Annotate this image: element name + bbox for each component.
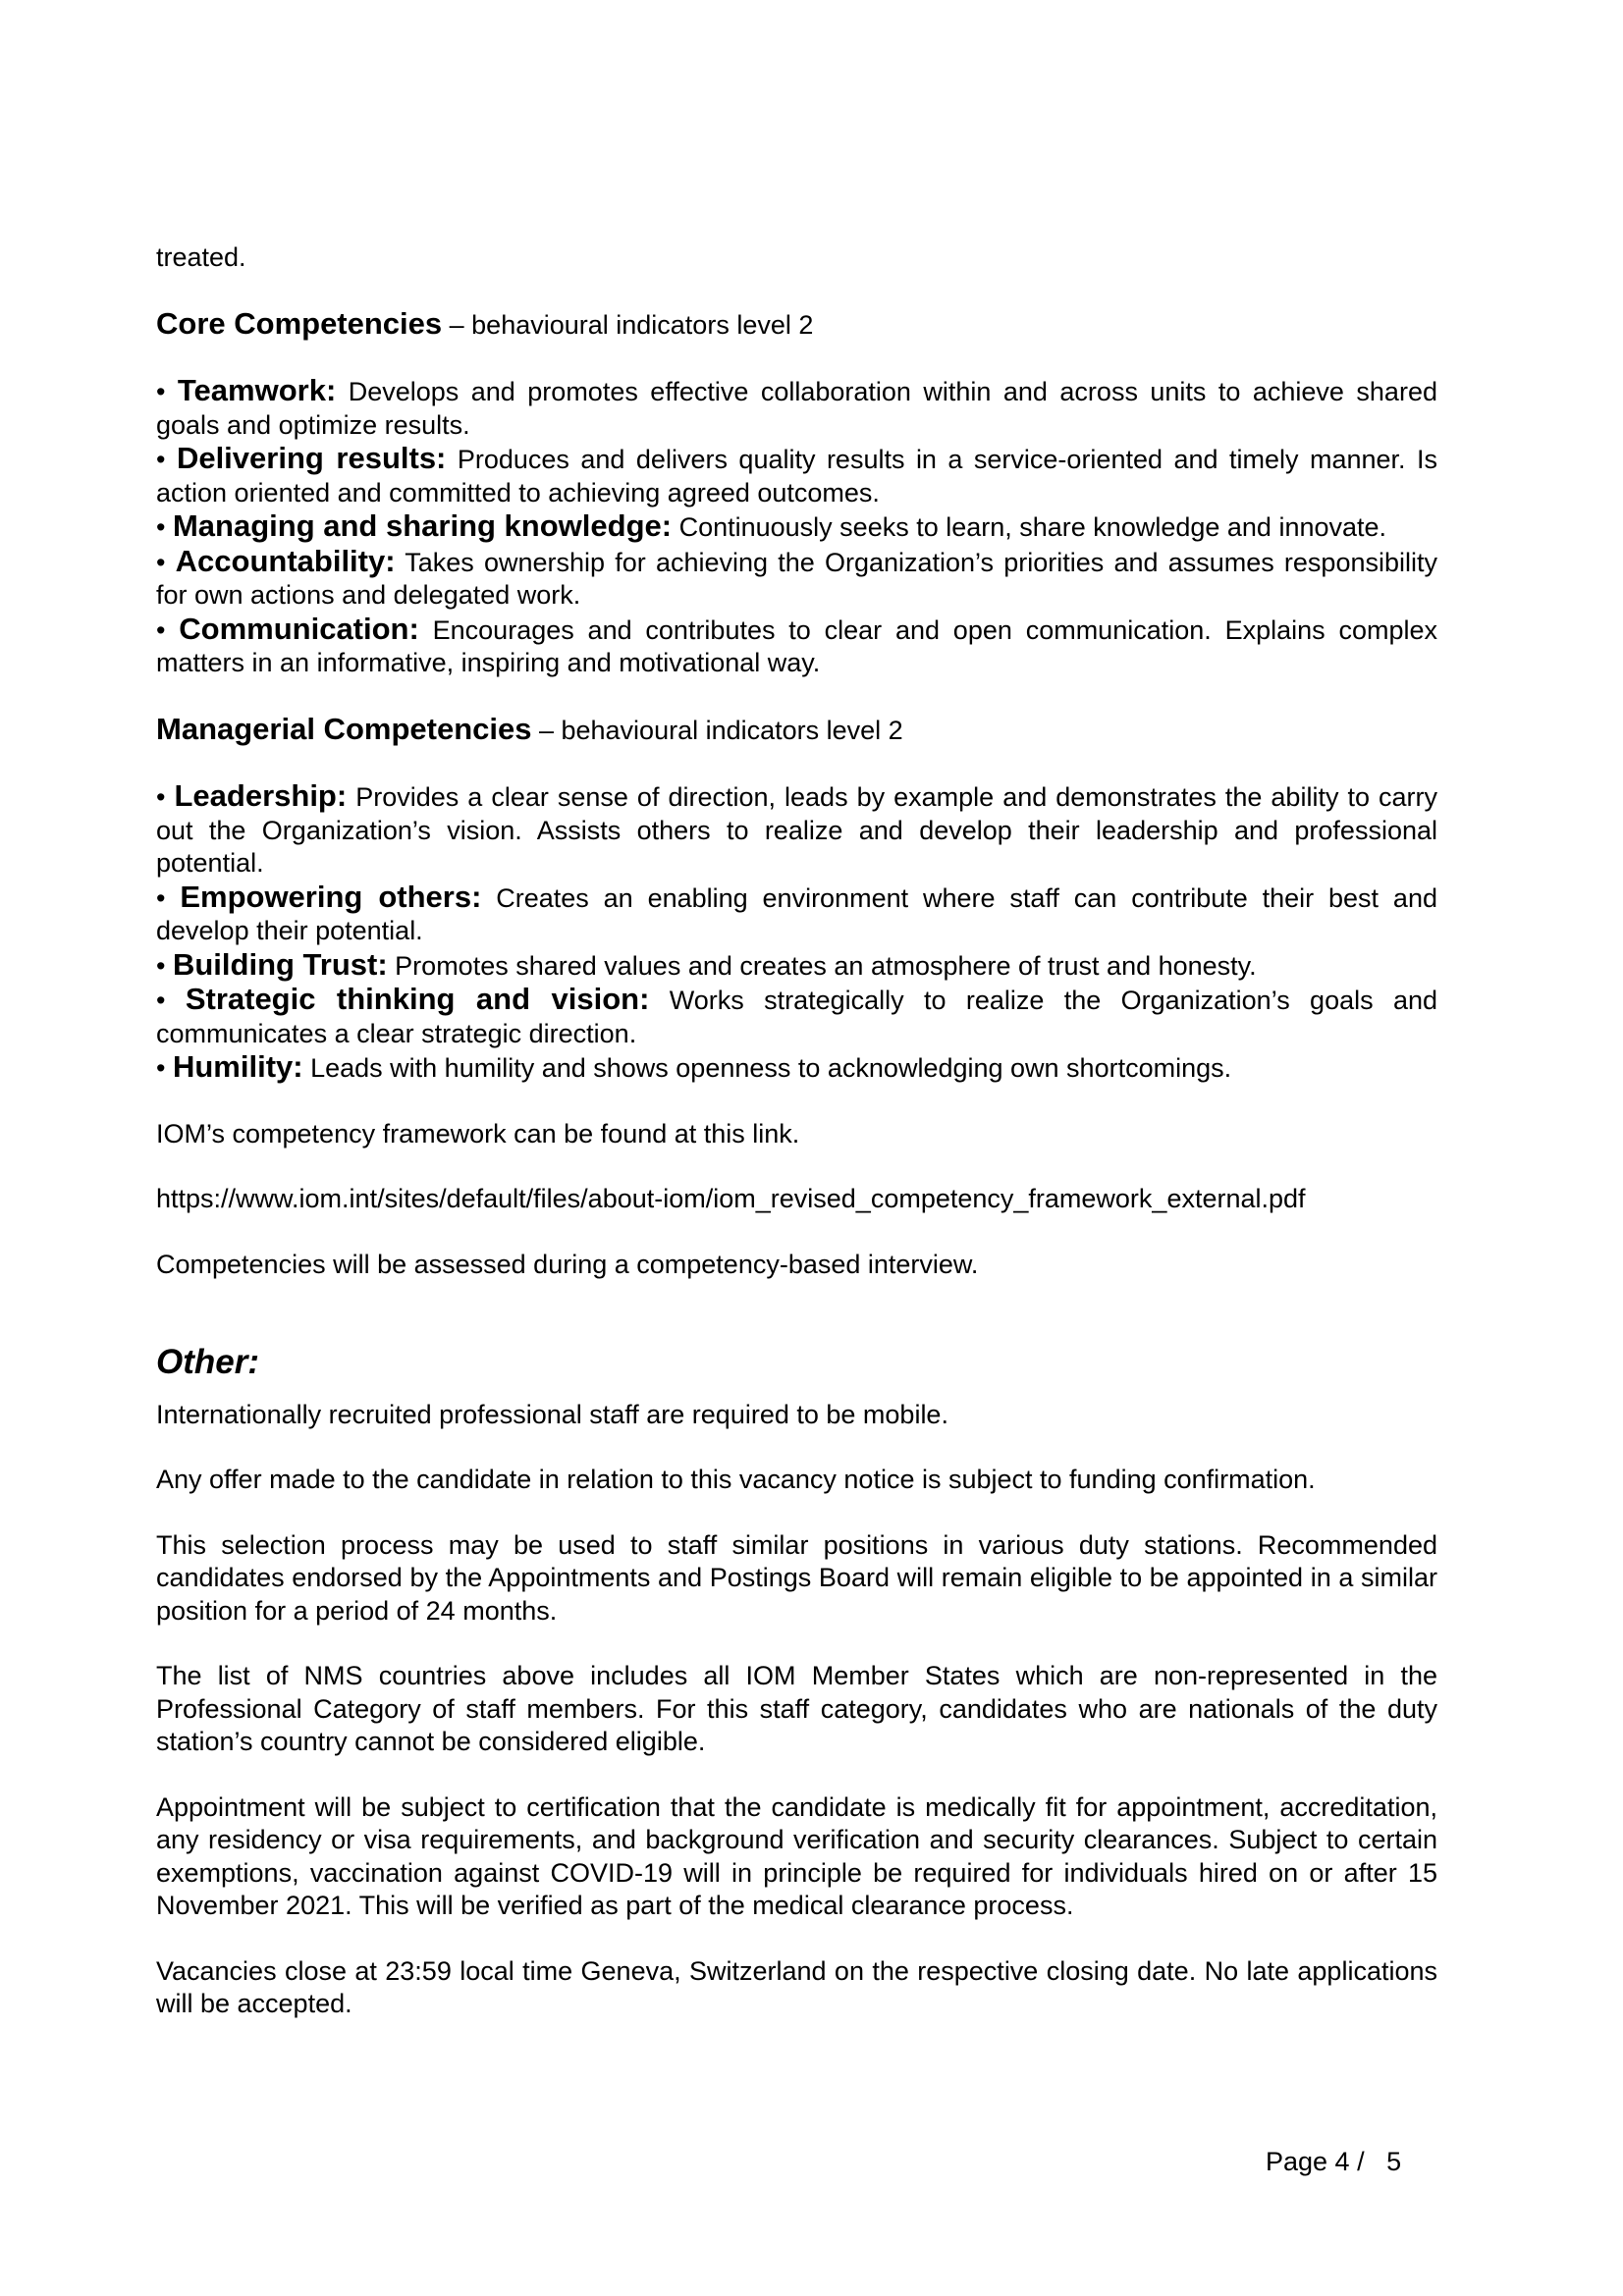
managerial-item-building-trust: • Building Trust: Promotes shared values and creates an atmosphere of trust and honesty. bbox=[156, 946, 1257, 982]
managerial-competencies-heading bbox=[156, 713, 1437, 748]
core-item-text: Continuously seeks to learn, share knowledge and innovate. bbox=[672, 512, 1387, 542]
core-item-text: Produces and delivers quality results in a service-oriented and timely manner. Is action oriented and committed to achieving agreed outcomes. bbox=[156, 445, 1437, 507]
core-item-label: Accountability: bbox=[175, 543, 396, 578]
managerial-competencies-subtitle: – behavioural indicators level 2 bbox=[531, 715, 903, 745]
other-paragraph-funding: Any offer made to the candidate in relation to this vacancy notice is subject to funding confirmation. bbox=[156, 1465, 1316, 1494]
managerial-item-label: Empowering others: bbox=[180, 879, 482, 914]
framework-text: IOM’s competency framework can be found at this link. bbox=[156, 1118, 800, 1148]
document-page bbox=[156, 241, 1437, 2021]
other-paragraph-mobility: Internationally recruited professional staff are required to be mobile. bbox=[156, 1399, 948, 1429]
managerial-item-label: Leadership: bbox=[174, 778, 348, 813]
core-item-delivering-results: • Delivering results: Produces and delivers quality results in a service-oriented and timely manner. Is action oriented and committed to achieving agreed outcomes. bbox=[156, 441, 1437, 507]
core-item-label: Managing and sharing knowledge: bbox=[172, 508, 673, 543]
managerial-competencies-title: Managerial Competencies bbox=[156, 711, 532, 746]
core-item-managing-knowledge: • Managing and sharing knowledge: Continuously seeks to learn, share knowledge and innovate. bbox=[156, 508, 1387, 543]
core-item-text: Takes ownership for achieving the Organization’s priorities and assumes responsibility for own actions and delegated work. bbox=[156, 547, 1437, 610]
core-competencies-heading bbox=[156, 307, 1437, 343]
managerial-item-label: Building Trust: bbox=[172, 946, 388, 982]
core-item-label: Delivering results: bbox=[176, 441, 447, 475]
assessment-text: Competencies will be assessed during a competency-based interview. bbox=[156, 1249, 979, 1279]
managerial-item-label: Strategic thinking and vision: bbox=[185, 982, 650, 1016]
managerial-item-humility: • Humility: Leads with humility and shows openness to acknowledging own shortcomings. bbox=[156, 1049, 1232, 1084]
other-paragraph-selection: This selection process may be used to staff similar positions in various duty stations. Recommended candidates endorsed by the Appointments and Postings Board will remain eligible to be appointed in a similar position for a period of 24 months. bbox=[156, 1529, 1437, 1626]
managerial-item-label: Humility: bbox=[172, 1049, 303, 1084]
managerial-item-strategic-thinking: • Strategic thinking and vision: Works strategically to realize the Organization’s goals and communicates a clear strategic direction. bbox=[156, 982, 1437, 1048]
framework-link[interactable]: https://www.iom.int/sites/default/files/about-iom/iom_revised_competency_framework_external.pdf bbox=[156, 1184, 1306, 1213]
managerial-item-leadership: • Leadership: Provides a clear sense of direction, leads by example and demonstrates the ability to carry out the Organization’s vision. Assists others to realize and develop their leadership and professional potential. bbox=[156, 778, 1437, 878]
core-item-accountability: • Accountability: Takes ownership for achieving the Organization’s priorities and assumes responsibility for own actions and delegated work. bbox=[156, 543, 1437, 610]
core-item-text: Develops and promotes effective collaboration within and across units to achieve shared goals and optimize results. bbox=[156, 377, 1437, 440]
core-item-communication: • Communication: Encourages and contributes to clear and open communication. Explains complex matters in an informative, inspiring and motivational way. bbox=[156, 611, 1437, 677]
managerial-item-text: Leads with humility and shows openness to acknowledging own shortcomings. bbox=[302, 1053, 1232, 1083]
core-competencies-subtitle: – behavioural indicators level 2 bbox=[442, 309, 814, 340]
core-item-label: Teamwork: bbox=[177, 373, 337, 407]
managerial-item-text: Works strategically to realize the Organization’s goals and communicates a clear strategic direction. bbox=[156, 986, 1437, 1048]
core-item-teamwork: • Teamwork: Develops and promotes effective collaboration within and across units to achieve shared goals and optimize results. bbox=[156, 373, 1437, 440]
other-paragraph-appointment: Appointment will be subject to certification that the candidate is medically fit for appointment, accreditation, any residency or visa requirements, and background verification and security clearances. Subject to certain exemptions, vaccination against COVID-19 will in principle be required for individuals hired on or after 15 November 2021. This will be verified as part of the medical clearance process. bbox=[156, 1791, 1437, 1920]
core-competencies-title: Core Competencies bbox=[156, 305, 443, 341]
managerial-item-text: Promotes shared values and creates an atmosphere of trust and honesty. bbox=[387, 950, 1257, 981]
other-section-title: Other: bbox=[156, 1343, 259, 1381]
managerial-item-text: Creates an enabling environment where staff can contribute their best and develop their potential. bbox=[156, 882, 1437, 945]
managerial-item-empowering-others: • Empowering others: Creates an enabling environment where staff can contribute their best and develop their potential. bbox=[156, 879, 1437, 945]
other-paragraph-nms: The list of NMS countries above includes all IOM Member States which are non-represented in the Professional Category of staff members. For this staff category, candidates who are nationals of the duty station’s country cannot be considered eligible. bbox=[156, 1661, 1437, 1756]
core-item-label: Communication: bbox=[179, 611, 419, 646]
core-item-text: Encourages and contributes to clear and open communication. Explains complex matters in an informative, inspiring and motivational way. bbox=[156, 614, 1437, 677]
intro-tail: treated. bbox=[156, 242, 246, 272]
page-number: Page 4 / 5 bbox=[1266, 2147, 1402, 2176]
other-paragraph-closing: Vacancies close at 23:59 local time Geneva, Switzerland on the respective closing date. No late applications will be accepted. bbox=[156, 1955, 1437, 2018]
managerial-item-text: Provides a clear sense of direction, leads by example and demonstrates the ability to carry out the Organization’s vision. Assists others to realize and develop their leadership and professional potential. bbox=[156, 782, 1437, 878]
